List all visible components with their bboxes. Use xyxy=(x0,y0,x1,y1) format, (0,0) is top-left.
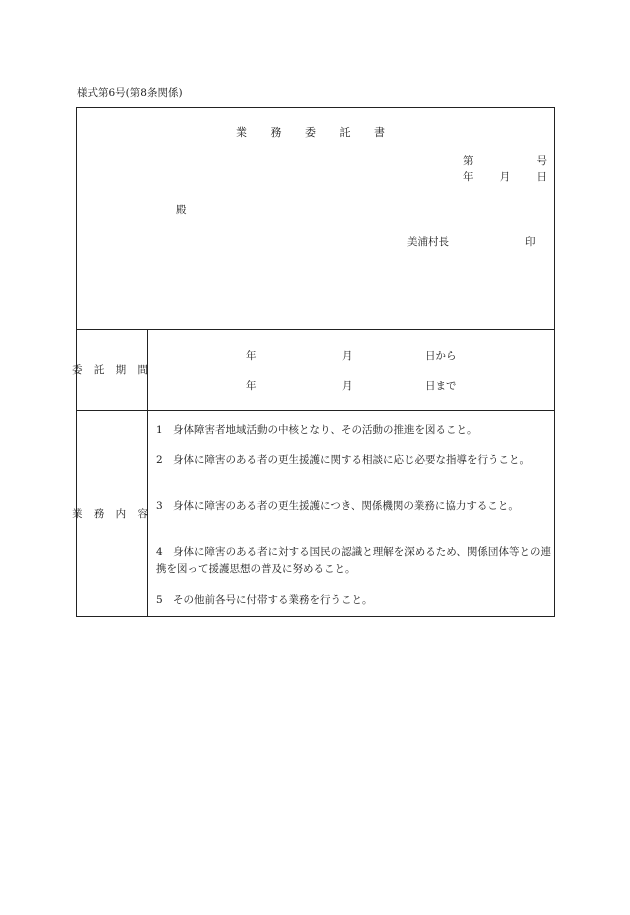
content-item xyxy=(156,592,551,609)
document-title: 業 務 委 託 書 xyxy=(236,126,395,139)
issue-year-label: 年 xyxy=(463,171,474,183)
content-item-text: 身体に障害のある者に対する国民の認識と理解を深めるため、関係団体等との連携を図って援護思想の普及に努めること。 xyxy=(156,546,551,575)
content-item-text: その他前各号に付帯する業務を行うこと。 xyxy=(173,594,373,606)
content-item xyxy=(156,422,551,439)
period-end-year: 年 xyxy=(246,380,257,392)
seal-mark: 印 xyxy=(525,236,536,248)
issuer-name: 美浦村長 xyxy=(407,236,449,248)
issue-date-line xyxy=(463,169,547,184)
content-row-label: 業 務 内 容 xyxy=(77,410,148,616)
issue-day-label: 日 xyxy=(536,171,547,183)
content-item xyxy=(156,544,551,578)
document-number-line xyxy=(463,153,547,168)
commission-form xyxy=(72,107,555,617)
number-prefix: 第 xyxy=(463,155,474,167)
period-start-month: 月 xyxy=(342,350,353,362)
addressee-honorific: 殿 xyxy=(176,204,187,216)
content-item-text: 身体障害者地域活動の中核となり、その活動の推進を図ること。 xyxy=(173,424,478,436)
content-item-number: 5 xyxy=(156,594,163,606)
content-item-number: 4 xyxy=(156,546,163,558)
period-row-label: 委 託 期 間 xyxy=(77,329,148,410)
period-end-day: 日まで xyxy=(425,380,457,392)
content-item-number: 1 xyxy=(156,424,163,436)
number-suffix: 号 xyxy=(536,155,547,167)
content-item-text: 身体に障害のある者の更生援護に関する相談に応じ必要な指導を行うこと。 xyxy=(173,454,530,466)
content-item-number: 3 xyxy=(156,500,163,512)
content-item-number: 2 xyxy=(156,454,163,466)
period-start-year: 年 xyxy=(246,350,257,362)
period-end-month: 月 xyxy=(342,380,353,392)
content-item xyxy=(156,498,551,515)
form-number-label: 様式第6号(第8条関係) xyxy=(77,87,183,99)
period-section xyxy=(77,329,554,411)
content-item xyxy=(156,452,551,469)
form-header-section xyxy=(77,108,554,330)
content-item-text: 身体に障害のある者の更生援護につき、関係機関の業務に協力すること。 xyxy=(173,500,519,512)
content-section xyxy=(148,410,556,616)
period-start-day: 日から xyxy=(425,350,457,362)
issue-month-label: 月 xyxy=(499,171,511,183)
